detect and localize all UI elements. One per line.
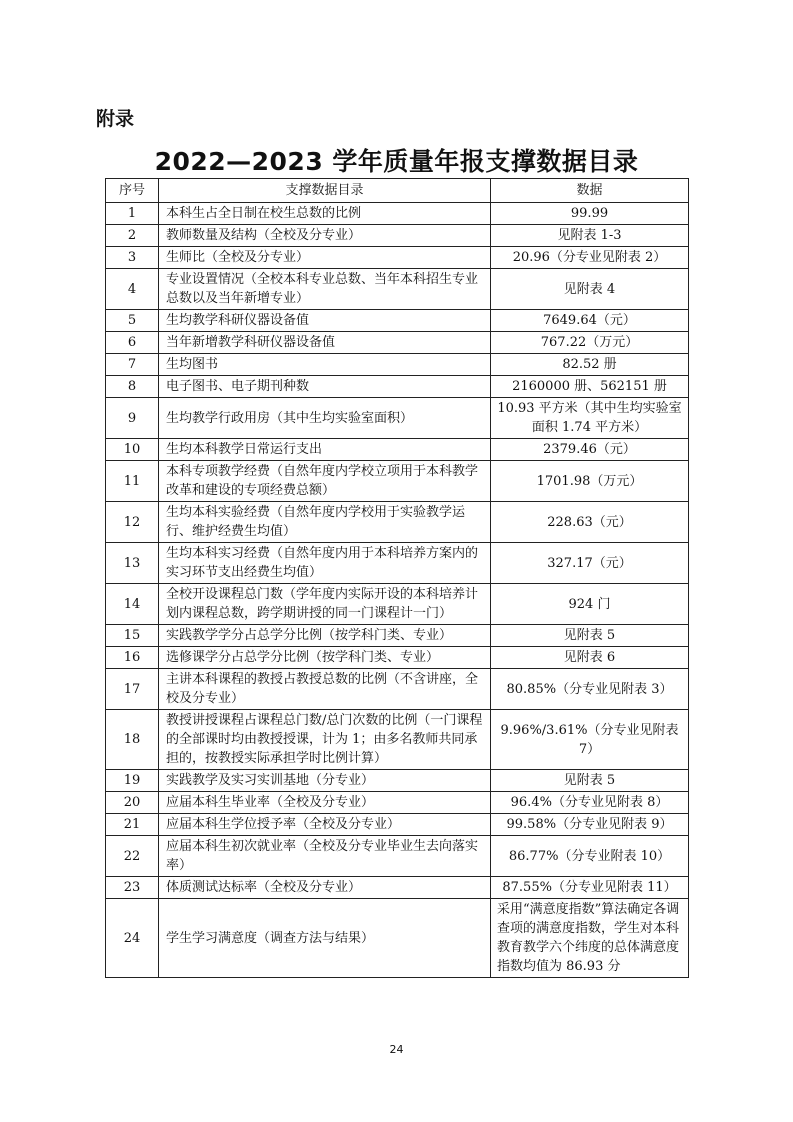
row-item: 应届本科生学位授予率（全校及分专业） xyxy=(159,814,491,836)
page-number: 24 xyxy=(389,1043,404,1056)
row-item: 全校开设课程总门数（学年度内实际开设的本科培养计划内课程总数，跨学期讲授的同一门课程计一门） xyxy=(159,584,491,625)
row-item: 本科专项教学经费（自然年度内学校立项用于本科教学改革和建设的专项经费总额） xyxy=(159,461,491,502)
table-row xyxy=(106,710,689,770)
row-value: 327.17（元） xyxy=(491,543,689,584)
row-index: 11 xyxy=(106,461,159,502)
row-index: 23 xyxy=(106,877,159,899)
table-row xyxy=(106,669,689,710)
row-index: 21 xyxy=(106,814,159,836)
row-value: 767.22（万元） xyxy=(491,332,689,354)
row-value: 2160000 册、562151 册 xyxy=(491,376,689,398)
table-row xyxy=(106,814,689,836)
row-index: 8 xyxy=(106,376,159,398)
row-index: 14 xyxy=(106,584,159,625)
row-item: 学生学习满意度（调查方法与结果） xyxy=(159,899,491,978)
row-index: 12 xyxy=(106,502,159,543)
row-index: 20 xyxy=(106,792,159,814)
table-row xyxy=(106,770,689,792)
row-value: 9.96%/3.61%（分专业见附表 7） xyxy=(491,710,689,770)
row-item: 教授讲授课程占课程总门数/总门次数的比例（一门课程的全部课时均由教授授课，计为 1；由多名教师共同承担的，按教授实际承担学时比例计算） xyxy=(159,710,491,770)
support-data-table xyxy=(105,178,689,978)
header-item: 支撑数据目录 xyxy=(159,179,491,203)
row-item: 生师比（全校及分专业） xyxy=(159,247,491,269)
table-row xyxy=(106,792,689,814)
row-value: 1701.98（万元） xyxy=(491,461,689,502)
row-value: 2379.46（元） xyxy=(491,439,689,461)
row-index: 2 xyxy=(106,225,159,247)
row-value: 80.85%（分专业见附表 3） xyxy=(491,669,689,710)
row-index: 24 xyxy=(106,899,159,978)
table-row xyxy=(106,398,689,439)
appendix-label: 附录 xyxy=(96,108,135,130)
row-value: 采用“满意度指数”算法确定各调查项的满意度指数，学生对本科教育教学六个纬度的总体满意度指数均值为 86.93 分 xyxy=(491,899,689,978)
header-index: 序号 xyxy=(106,179,159,203)
table-row xyxy=(106,647,689,669)
table-row xyxy=(106,247,689,269)
row-item: 生均本科实习经费（自然年度内用于本科培养方案内的实习环节支出经费生均值） xyxy=(159,543,491,584)
row-index: 15 xyxy=(106,625,159,647)
row-value: 99.99 xyxy=(491,203,689,225)
table-header-row xyxy=(106,179,689,203)
table-row xyxy=(106,269,689,310)
table-row xyxy=(106,899,689,978)
row-item: 当年新增教学科研仪器设备值 xyxy=(159,332,491,354)
row-index: 4 xyxy=(106,269,159,310)
row-value: 87.55%（分专业见附表 11） xyxy=(491,877,689,899)
row-value: 见附表 6 xyxy=(491,647,689,669)
table-row xyxy=(106,439,689,461)
row-item: 实践教学学分占总学分比例（按学科门类、专业） xyxy=(159,625,491,647)
row-item: 应届本科生初次就业率（全校及分专业毕业生去向落实率） xyxy=(159,836,491,877)
row-item: 专业设置情况（全校本科专业总数、当年本科招生专业总数以及当年新增专业） xyxy=(159,269,491,310)
row-index: 6 xyxy=(106,332,159,354)
row-item: 选修课学分占总学分比例（按学科门类、专业） xyxy=(159,647,491,669)
row-value: 924 门 xyxy=(491,584,689,625)
table-row xyxy=(106,625,689,647)
row-value: 82.52 册 xyxy=(491,354,689,376)
row-value: 见附表 4 xyxy=(491,269,689,310)
table-row xyxy=(106,310,689,332)
table-row xyxy=(106,543,689,584)
row-item: 实践教学及实习实训基地（分专业） xyxy=(159,770,491,792)
row-index: 3 xyxy=(106,247,159,269)
header-value: 数据 xyxy=(491,179,689,203)
row-item: 生均本科教学日常运行支出 xyxy=(159,439,491,461)
row-item: 应届本科生毕业率（全校及分专业） xyxy=(159,792,491,814)
table-row xyxy=(106,376,689,398)
row-item: 本科生占全日制在校生总数的比例 xyxy=(159,203,491,225)
row-value: 228.63（元） xyxy=(491,502,689,543)
row-value: 见附表 5 xyxy=(491,770,689,792)
row-index: 1 xyxy=(106,203,159,225)
table-row xyxy=(106,502,689,543)
row-item: 体质测试达标率（全校及分专业） xyxy=(159,877,491,899)
row-value: 86.77%（分专业附表 10） xyxy=(491,836,689,877)
table-row xyxy=(106,354,689,376)
row-value: 见附表 1-3 xyxy=(491,225,689,247)
row-index: 18 xyxy=(106,710,159,770)
table-row xyxy=(106,877,689,899)
row-value: 10.93 平方米（其中生均实验室面积 1.74 平方米） xyxy=(491,398,689,439)
row-index: 10 xyxy=(106,439,159,461)
row-value: 99.58%（分专业见附表 9） xyxy=(491,814,689,836)
row-item: 电子图书、电子期刊种数 xyxy=(159,376,491,398)
row-index: 19 xyxy=(106,770,159,792)
document-title: 2022—2023 学年质量年报支撑数据目录 xyxy=(154,147,639,176)
row-index: 13 xyxy=(106,543,159,584)
table-row xyxy=(106,584,689,625)
row-item: 生均教学科研仪器设备值 xyxy=(159,310,491,332)
row-index: 16 xyxy=(106,647,159,669)
row-value: 20.96（分专业见附表 2） xyxy=(491,247,689,269)
row-item: 生均本科实验经费（自然年度内学校用于实验教学运行、维护经费生均值） xyxy=(159,502,491,543)
row-index: 22 xyxy=(106,836,159,877)
row-value: 见附表 5 xyxy=(491,625,689,647)
table-row xyxy=(106,203,689,225)
table-row xyxy=(106,461,689,502)
row-index: 7 xyxy=(106,354,159,376)
row-item: 主讲本科课程的教授占教授总数的比例（不含讲座，全校及分专业） xyxy=(159,669,491,710)
row-item: 生均图书 xyxy=(159,354,491,376)
row-index: 9 xyxy=(106,398,159,439)
row-item: 生均教学行政用房（其中生均实验室面积） xyxy=(159,398,491,439)
table-row xyxy=(106,836,689,877)
row-value: 7649.64（元） xyxy=(491,310,689,332)
row-value: 96.4%（分专业见附表 8） xyxy=(491,792,689,814)
row-item: 教师数量及结构（全校及分专业） xyxy=(159,225,491,247)
table-row xyxy=(106,332,689,354)
row-index: 17 xyxy=(106,669,159,710)
table-row xyxy=(106,225,689,247)
row-index: 5 xyxy=(106,310,159,332)
